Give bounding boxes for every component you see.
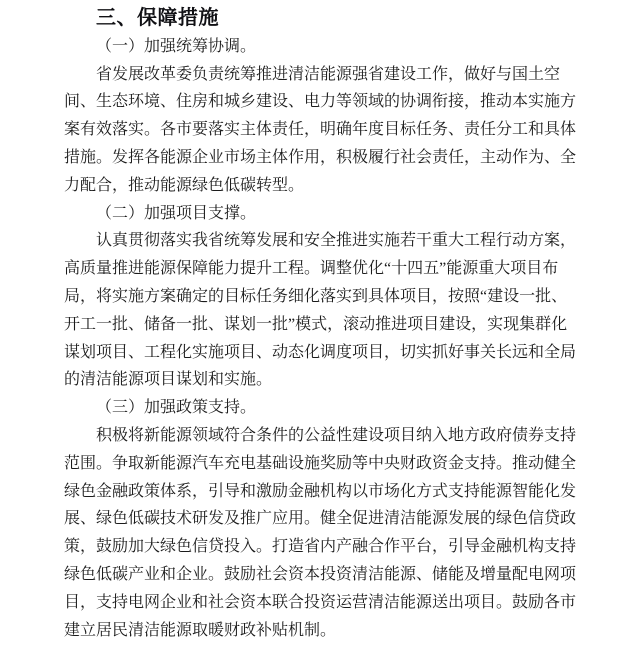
subsection-title-2: （二）加强项目支撑。: [96, 204, 257, 222]
subsection-title-1: （一）加强统筹协调。: [96, 37, 257, 55]
subsection-paragraph-3: 积极将新能源领域符合条件的公益性建设项目纳入地方政府债券支持范围。争取新能源汽车充电基础设施奖励等中央财政资金支持。推动健全绿色金融政策体系，引导和激励金融机构以市场化方式支持能源智能化发展、绿色低碳技术研发及推广应用。健全促进清洁能源发展的绿色信贷政策，鼓励加大绿色信贷投入。打造省内产融合作平台，引导金融机构支持绿色低碳产业和企业。鼓励社会资本投资清洁能源、储能及增量配电网项目，支持电网企业和社会资本联合投资运营清洁能源送出项目。鼓励各市建立居民清洁能源取暖财政补贴机制。: [64, 426, 577, 639]
subsection-title-3: （三）加强政策支持。: [96, 399, 257, 417]
subsection-paragraph-1: 省发展改革委负责统筹推进清洁能源强省建设工作，做好与国土空间、生态环境、住房和城乡建设、电力等领域的协调衔接，推动本实施方案有效落实。各市要落实主体责任，明确年度目标任务、责任分工和具体措施。发挥各能源企业市场主体作用，积极履行社会责任，主动作为、全力配合，推动能源绿色低碳转型。: [64, 65, 577, 194]
subsection-paragraph-2: 认真贯彻落实我省统筹发展和安全推进实施若干重大工程行动方案，高质量推进能源保障能力提升工程。调整优化“十四五”能源重大项目布局，将实施方案确定的目标任务细化落实到具体项目，按照“建设一批、开工一批、储备一批、谋划一批”模式，滚动推进项目建设，实现集群化谋划项目、工程化实施项目、动态化调度项目，切实抓好事关长远和全局的清洁能源项目谋划和实施。: [64, 232, 577, 389]
section-heading: 三、保障措施: [96, 7, 219, 29]
